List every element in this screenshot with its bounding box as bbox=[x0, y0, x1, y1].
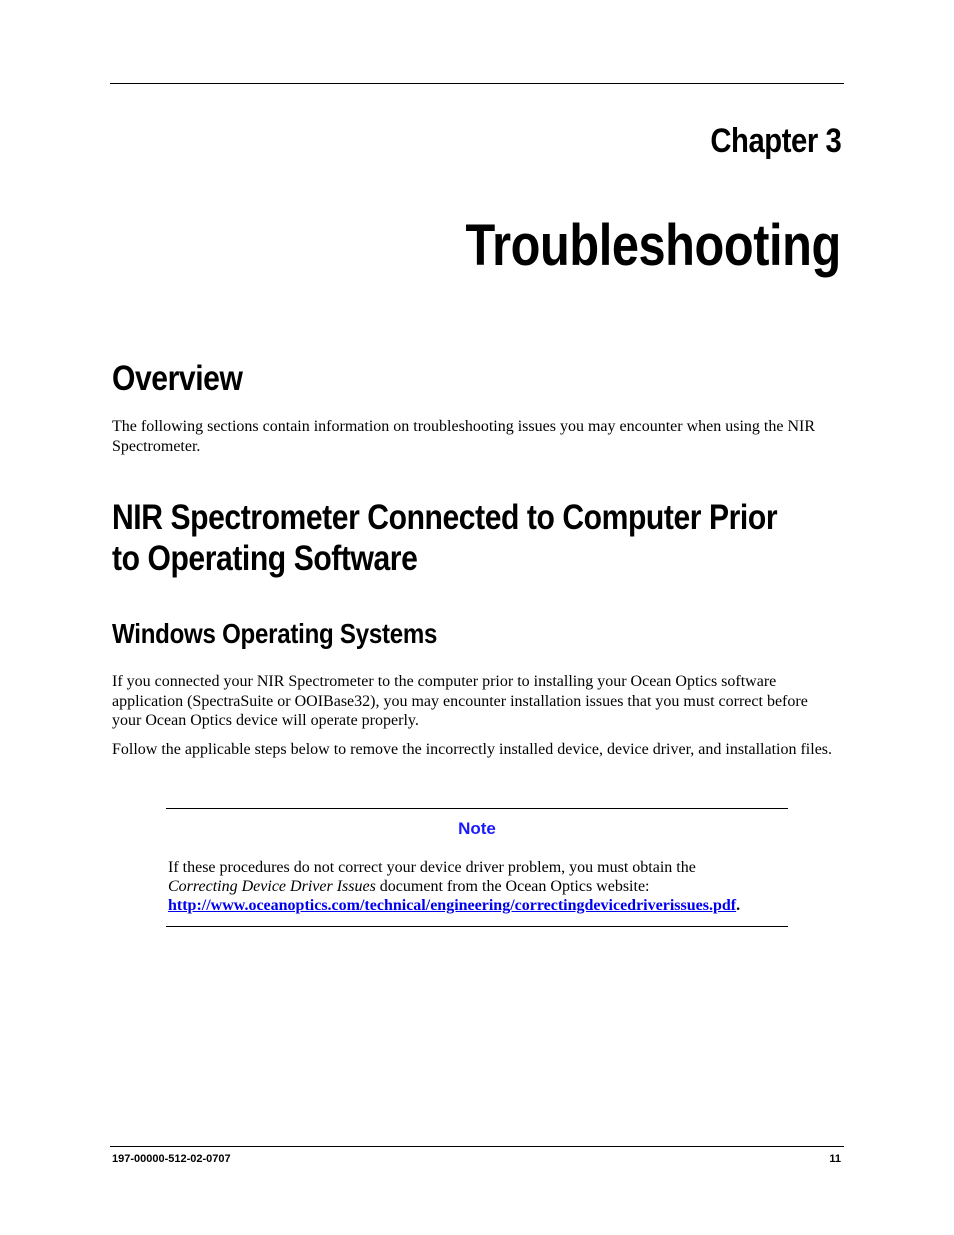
note-doc-title: Correcting Device Driver Issues bbox=[168, 878, 376, 895]
windows-paragraph-1: If you connected your NIR Spectrometer to the computer prior to installing your Ocean Optics software application (SpectraSuite or OOIBase32), you may encounter installation issues that you must correct before your Ocean Optics device will operate properly. bbox=[112, 673, 808, 729]
note-box bbox=[166, 808, 788, 927]
connected-heading-line1: NIR Spectrometer Connected to Computer Prior bbox=[112, 498, 778, 537]
footer-rule bbox=[110, 1146, 844, 1147]
header-rule bbox=[110, 83, 844, 84]
windows-heading: Windows Operating Systems bbox=[112, 618, 438, 649]
chapter-label: Chapter 3 bbox=[709, 122, 841, 160]
note-title: Note bbox=[458, 819, 496, 838]
note-text-before: If these procedures do not correct your device driver problem, you must obtain the bbox=[168, 859, 696, 876]
connected-heading-line2: to Operating Software bbox=[112, 539, 418, 578]
note-text-after: . bbox=[736, 897, 741, 914]
note-text-middle: document from the Ocean Optics website: bbox=[379, 878, 650, 895]
windows-paragraph-2: Follow the applicable steps below to remove the incorrectly installed device, device driver, and installation files. bbox=[112, 741, 833, 758]
overview-heading: Overview bbox=[112, 359, 243, 398]
connected-heading bbox=[112, 497, 777, 579]
footer-page-number: 11 bbox=[829, 1153, 841, 1165]
note-link[interactable]: http://www.oceanoptics.com/technical/engineering/correctingdevicedriverissues.pdf bbox=[168, 897, 737, 914]
overview-paragraph: The following sections contain information on troubleshooting issues you may encounter when using the NIR Spectrometer. bbox=[112, 418, 815, 455]
footer-doc-number: 197-00000-512-02-0707 bbox=[112, 1153, 231, 1165]
chapter-title: Troubleshooting bbox=[465, 213, 841, 278]
note-body bbox=[168, 858, 788, 915]
